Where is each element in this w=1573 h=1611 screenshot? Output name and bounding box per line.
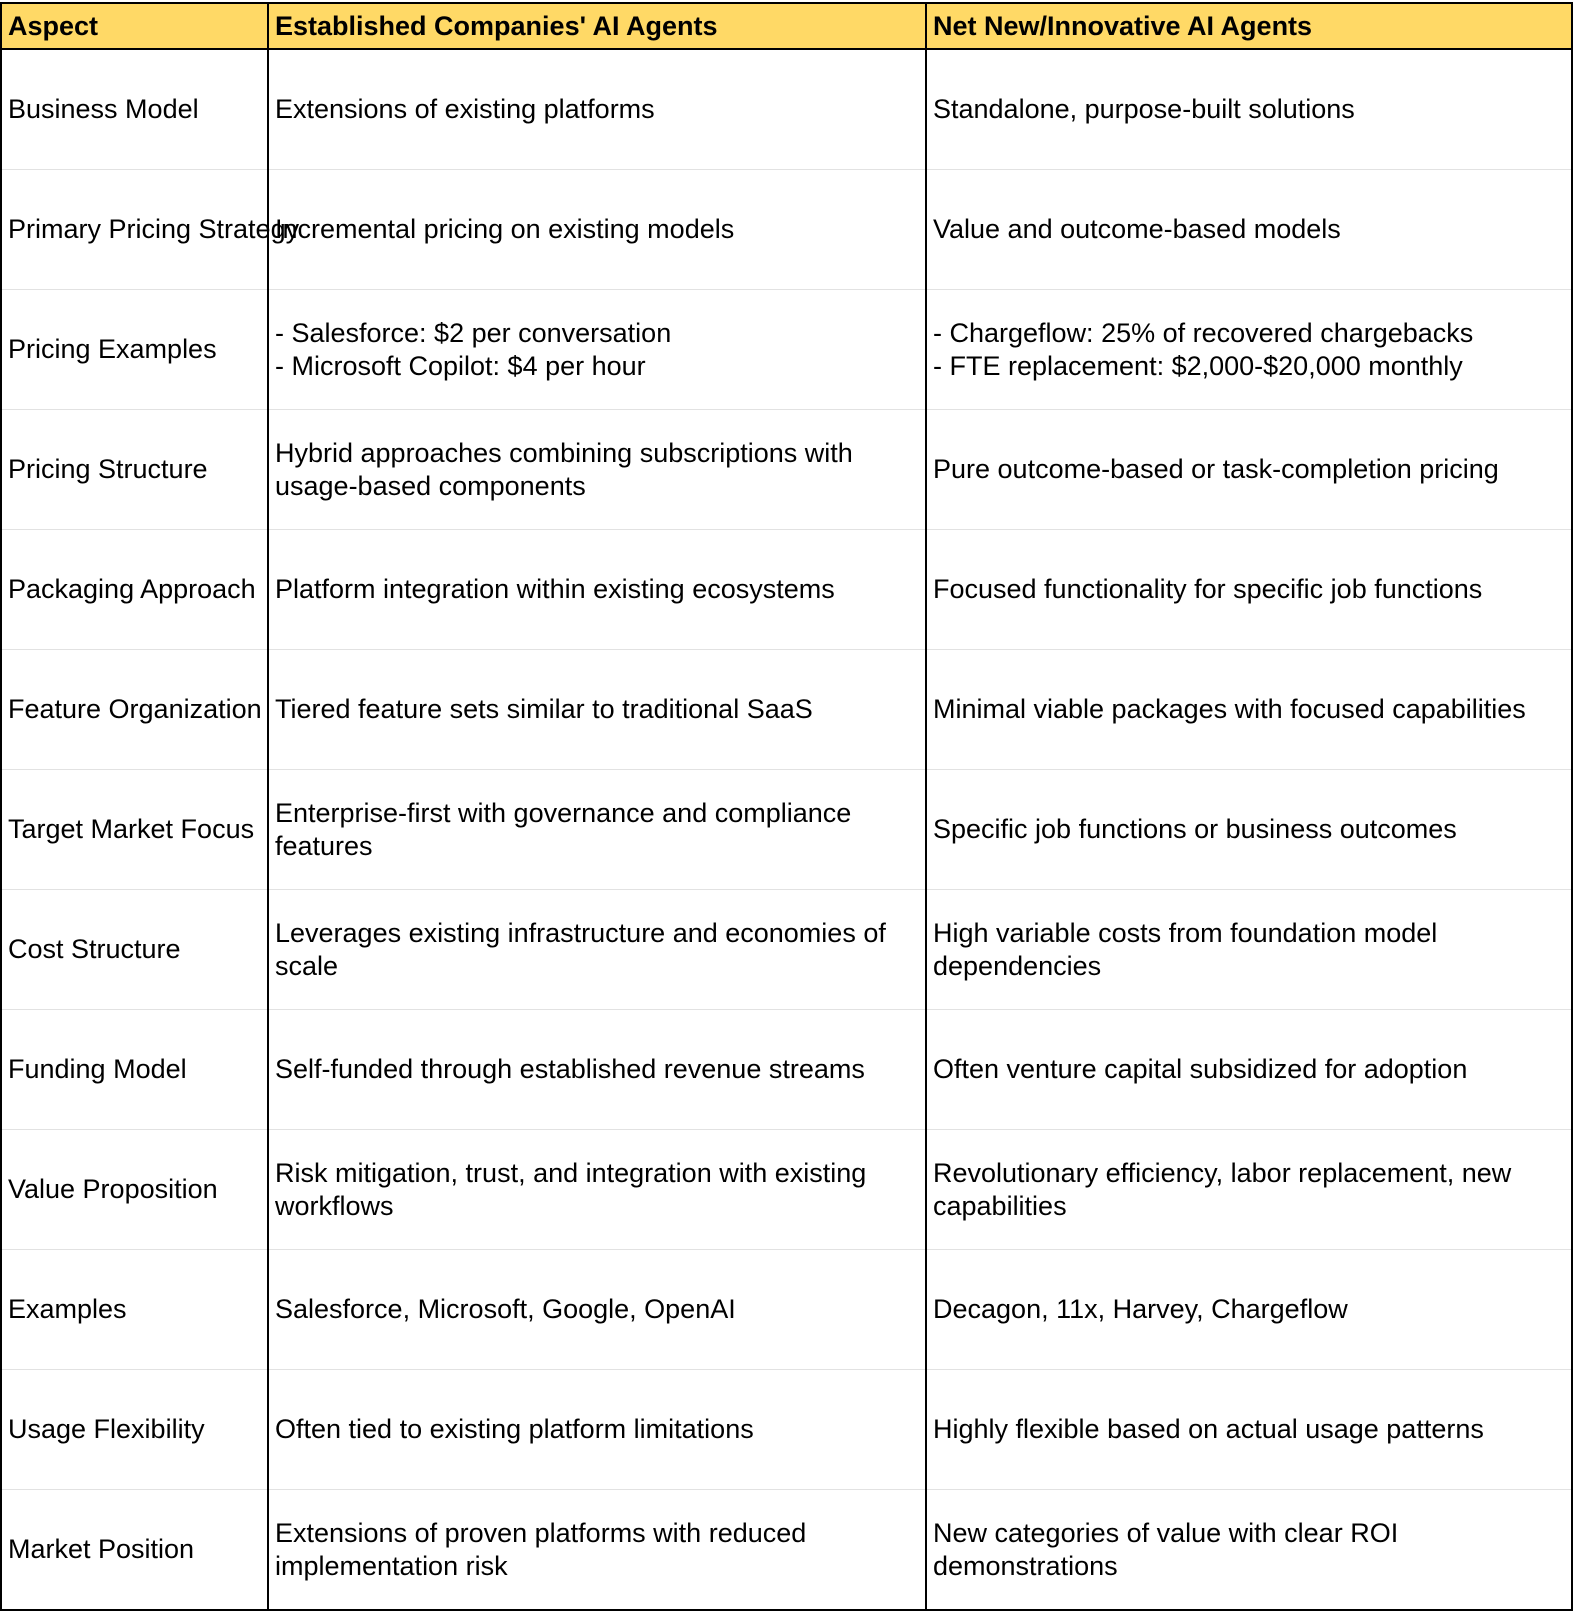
table-row <box>1 49 1572 170</box>
table-row <box>1 1370 1572 1490</box>
cell-aspect[interactable]: Business Model <box>1 49 268 170</box>
table-row <box>1 290 1572 410</box>
cell-established[interactable]: Enterprise-first with governance and compliance features <box>268 770 926 890</box>
table-row <box>1 1490 1572 1611</box>
cell-established[interactable]: Incremental pricing on existing models <box>268 170 926 290</box>
table-row <box>1 530 1572 650</box>
cell-established[interactable]: Self-funded through established revenue streams <box>268 1010 926 1130</box>
header-cell-innovative[interactable]: Net New/Innovative AI Agents <box>926 3 1572 49</box>
cell-established[interactable]: Tiered feature sets similar to traditional SaaS <box>268 650 926 770</box>
cell-aspect[interactable]: Funding Model <box>1 1010 268 1130</box>
comparison-table <box>0 2 1573 1611</box>
table-row <box>1 650 1572 770</box>
cell-innovative[interactable]: New categories of value with clear ROI demonstrations <box>926 1490 1572 1611</box>
header-row <box>1 3 1572 49</box>
cell-innovative[interactable]: Revolutionary efficiency, labor replacement, new capabilities <box>926 1130 1572 1250</box>
cell-aspect[interactable]: Value Proposition <box>1 1130 268 1250</box>
cell-aspect[interactable]: Examples <box>1 1250 268 1370</box>
cell-established[interactable]: - Salesforce: $2 per conversation - Microsoft Copilot: $4 per hour <box>268 290 926 410</box>
cell-aspect[interactable]: Packaging Approach <box>1 530 268 650</box>
table-row <box>1 1250 1572 1370</box>
cell-established[interactable]: Risk mitigation, trust, and integration with existing workflows <box>268 1130 926 1250</box>
cell-innovative[interactable]: Value and outcome-based models <box>926 170 1572 290</box>
cell-aspect[interactable]: Pricing Structure <box>1 410 268 530</box>
cell-established[interactable]: Often tied to existing platform limitations <box>268 1370 926 1490</box>
table-row <box>1 890 1572 1010</box>
table-row <box>1 170 1572 290</box>
cell-aspect[interactable]: Usage Flexibility <box>1 1370 268 1490</box>
cell-innovative[interactable]: Often venture capital subsidized for adoption <box>926 1010 1572 1130</box>
table-row <box>1 410 1572 530</box>
table-row <box>1 1010 1572 1130</box>
cell-innovative[interactable]: Specific job functions or business outcomes <box>926 770 1572 890</box>
table-row <box>1 1130 1572 1250</box>
cell-aspect[interactable]: Cost Structure <box>1 890 268 1010</box>
cell-established[interactable]: Platform integration within existing ecosystems <box>268 530 926 650</box>
cell-aspect[interactable]: Target Market Focus <box>1 770 268 890</box>
table-row <box>1 770 1572 890</box>
cell-established[interactable]: Leverages existing infrastructure and economies of scale <box>268 890 926 1010</box>
cell-established[interactable]: Extensions of proven platforms with reduced implementation risk <box>268 1490 926 1611</box>
cell-aspect[interactable]: Primary Pricing Strategy <box>1 170 268 290</box>
cell-aspect[interactable]: Pricing Examples <box>1 290 268 410</box>
cell-innovative[interactable]: Pure outcome-based or task-completion pricing <box>926 410 1572 530</box>
cell-innovative[interactable]: Focused functionality for specific job functions <box>926 530 1572 650</box>
header-cell-aspect[interactable]: Aspect <box>1 3 268 49</box>
cell-established[interactable]: Salesforce, Microsoft, Google, OpenAI <box>268 1250 926 1370</box>
cell-innovative[interactable]: Standalone, purpose-built solutions <box>926 49 1572 170</box>
cell-innovative[interactable]: High variable costs from foundation model dependencies <box>926 890 1572 1010</box>
cell-innovative[interactable]: Minimal viable packages with focused capabilities <box>926 650 1572 770</box>
cell-innovative[interactable]: - Chargeflow: 25% of recovered chargebacks - FTE replacement: $2,000-$20,000 monthly <box>926 290 1572 410</box>
cell-aspect[interactable]: Feature Organization <box>1 650 268 770</box>
cell-innovative[interactable]: Highly flexible based on actual usage patterns <box>926 1370 1572 1490</box>
header-cell-established[interactable]: Established Companies' AI Agents <box>268 3 926 49</box>
cell-established[interactable]: Extensions of existing platforms <box>268 49 926 170</box>
cell-aspect[interactable]: Market Position <box>1 1490 268 1611</box>
cell-innovative[interactable]: Decagon, 11x, Harvey, Chargeflow <box>926 1250 1572 1370</box>
cell-established[interactable]: Hybrid approaches combining subscriptions with usage-based components <box>268 410 926 530</box>
